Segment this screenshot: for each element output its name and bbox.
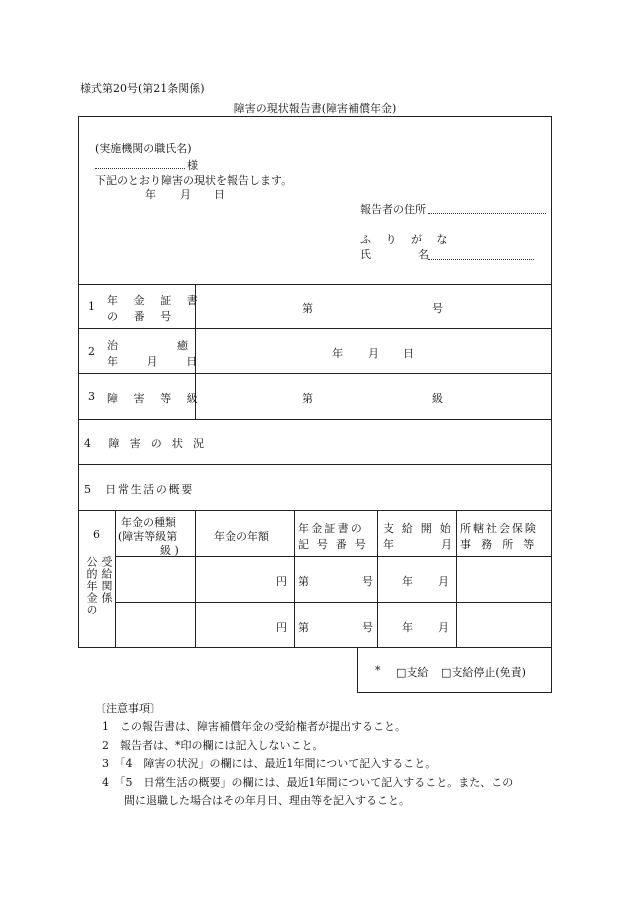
- row2-label-b: 年 月 日: [107, 355, 206, 368]
- note-item: 2 報告者は、*印の欄には記入しないこと。: [102, 739, 324, 752]
- disability-grade-field[interactable]: [200, 379, 545, 413]
- notes-heading: 〔注意事項〕: [95, 702, 161, 715]
- row1-number: 1: [88, 300, 95, 313]
- agency-name-field[interactable]: [95, 168, 185, 169]
- go-label: 号: [362, 621, 373, 634]
- year-label: 年: [402, 575, 413, 588]
- asterisk-mark: *: [375, 664, 381, 677]
- agency-label: (実施機関の職氏名): [95, 142, 192, 155]
- date-year-label: 年: [145, 188, 156, 201]
- yen-label: 円: [276, 621, 287, 634]
- row-divider: [78, 510, 552, 511]
- row6-number: 6: [93, 528, 100, 541]
- office-field[interactable]: [460, 606, 548, 646]
- row-divider: [115, 556, 552, 557]
- col-cert-a: 年金証書の: [298, 522, 364, 535]
- furigana-label: ふ り が な: [360, 233, 453, 246]
- name-label-2: 名: [418, 248, 429, 261]
- row3-number: 3: [88, 390, 95, 403]
- daily-life-field[interactable]: [200, 470, 545, 504]
- col-divider: [115, 510, 116, 648]
- pension-side-label-1: 受給関係: [100, 556, 113, 604]
- col-cert-b: 記 号 番 号: [298, 538, 368, 551]
- col-type-a: 年金の種類: [121, 516, 176, 529]
- pension-type-field[interactable]: [118, 606, 192, 646]
- form-title: 障害の現状報告書(障害補償年金): [233, 102, 397, 115]
- row-divider: [78, 464, 552, 465]
- row2-month: 月: [368, 347, 379, 360]
- note-item: 1 この報告書は、障害補償年金の受給権者が提出すること。: [102, 720, 406, 733]
- col-start-a: 支 給 開 始: [383, 522, 453, 535]
- date-day-label: 日: [214, 188, 225, 201]
- go-label: 号: [362, 575, 373, 588]
- form-number: 様式第20号(第21条関係): [80, 82, 205, 95]
- row1-go: 号: [432, 302, 443, 315]
- suspension-option-checkbox[interactable]: □支給停止(免責): [441, 666, 526, 679]
- col-amount: 年金の年額: [214, 530, 269, 543]
- sama-label: 様: [187, 159, 198, 172]
- col-divider: [195, 510, 196, 648]
- col-divider: [377, 510, 378, 648]
- reporter-name-field[interactable]: [428, 259, 534, 260]
- row3-dai: 第: [302, 392, 313, 405]
- payment-option-checkbox[interactable]: □支給: [396, 666, 429, 679]
- row2-year: 年: [332, 347, 343, 360]
- row2-label-a2: 癒: [177, 339, 188, 352]
- row1-label-b: の 番 号: [107, 310, 178, 323]
- row1-dai: 第: [302, 302, 313, 315]
- col-office-b: 事 務 所 等: [460, 538, 538, 551]
- col-divider: [294, 510, 295, 648]
- dai-label: 第: [298, 621, 309, 634]
- month-label: 月: [438, 575, 449, 588]
- reporter-address-field[interactable]: [428, 213, 546, 214]
- row-divider: [78, 328, 552, 329]
- yen-label: 円: [276, 575, 287, 588]
- row3-label: 障 害 等 級: [107, 392, 204, 405]
- pension-cert-number-field[interactable]: [200, 290, 545, 322]
- row5-label: 5 日常生活の概要: [84, 483, 194, 496]
- name-label-1: 氏: [360, 248, 371, 261]
- col-type-b: (障害等級第: [118, 530, 178, 543]
- col-office-a: 所轄社会保険: [460, 522, 538, 535]
- col-type-c: 級 ): [160, 544, 179, 557]
- col-start-b1: 年: [383, 538, 394, 551]
- pension-type-field[interactable]: [118, 560, 192, 600]
- row2-day: 日: [403, 347, 414, 360]
- row1-label-a: 年 金 証 書: [107, 294, 204, 307]
- disability-status-field[interactable]: [200, 424, 545, 458]
- row4-label: 4 障 害 の 状 況: [84, 437, 208, 450]
- intro-text: 下記のとおり障害の現状を報告します。: [95, 174, 293, 187]
- office-field[interactable]: [460, 560, 548, 600]
- note-item: 4 「5 日常生活の概要」の欄には、最近1年間について記入すること。また、この: [102, 776, 514, 789]
- col-divider: [456, 510, 457, 648]
- date-month-label: 月: [180, 188, 191, 201]
- row-divider: [78, 284, 552, 285]
- row3-kyu: 級: [432, 392, 443, 405]
- pension-side-label-2: 公的年金の: [85, 556, 98, 616]
- row-divider: [78, 373, 552, 374]
- year-label: 年: [402, 621, 413, 634]
- recovery-date-field[interactable]: [200, 334, 545, 368]
- row-divider: [78, 419, 552, 420]
- row-divider: [115, 602, 552, 603]
- note-item: 間に退職した場合はその年月日、理由等を記入すること。: [102, 794, 410, 807]
- row2-number: 2: [88, 345, 95, 358]
- col-start-b2: 月: [441, 538, 452, 551]
- month-label: 月: [438, 621, 449, 634]
- reporter-address-label: 報告者の住所: [360, 203, 426, 216]
- dai-label: 第: [298, 575, 309, 588]
- row2-label-a1: 治: [107, 339, 118, 352]
- note-item: 3 「4 障害の状況」の欄には、最近1年間について記入すること。: [102, 757, 437, 770]
